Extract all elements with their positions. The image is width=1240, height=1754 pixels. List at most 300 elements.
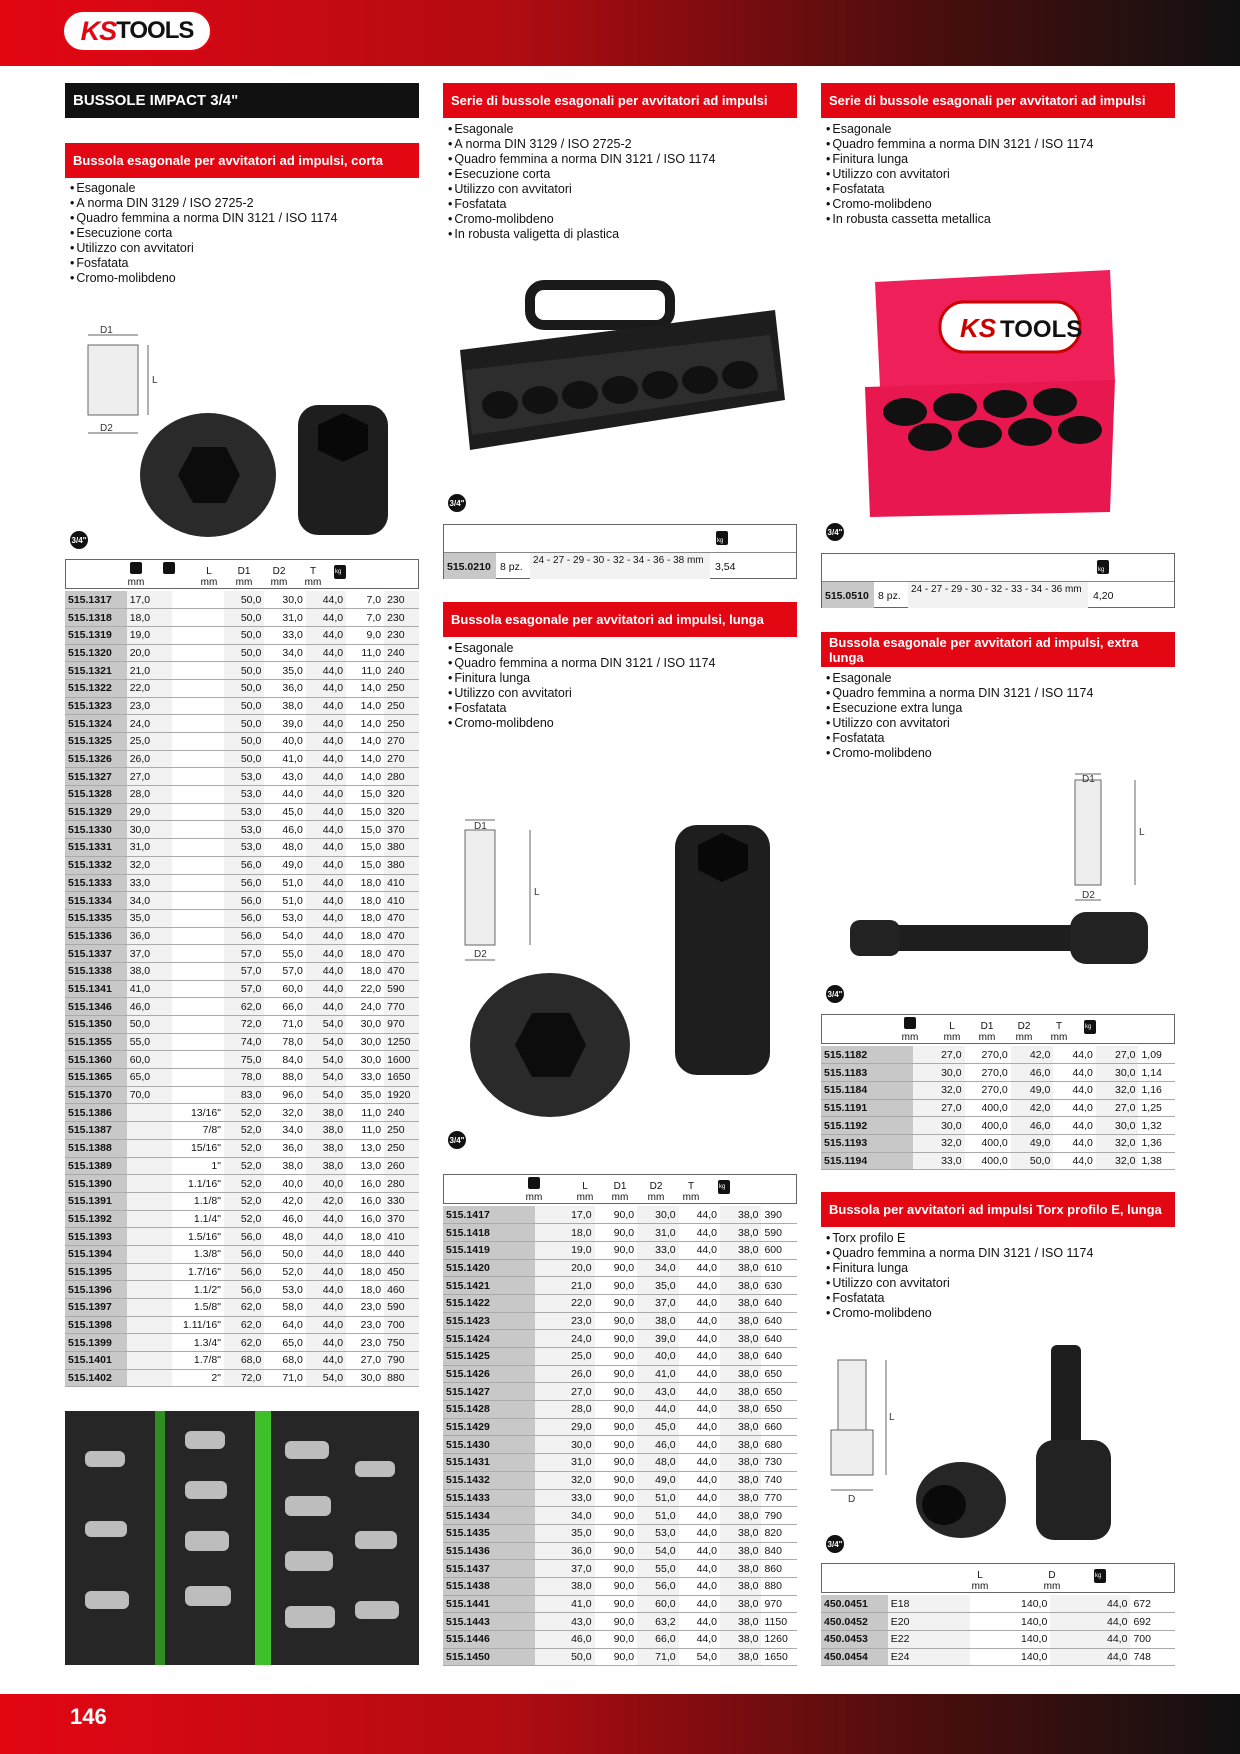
table-row xyxy=(443,1613,797,1631)
feature-item: • Fosfatata xyxy=(70,256,337,271)
table-cell: 78,0 xyxy=(224,1069,264,1087)
table-cell: 470 xyxy=(384,962,419,980)
table-cell: 30,0 xyxy=(346,1033,384,1051)
table-row xyxy=(443,1259,797,1277)
case-logo-tools: TOOLS xyxy=(1000,316,1083,343)
article-code: 515.1325 xyxy=(65,733,127,751)
feature-item: • Cromo-molibdeno xyxy=(826,1306,1093,1321)
table-cell: 38,0 xyxy=(720,1277,761,1295)
table-cell: 44,0 xyxy=(679,1330,720,1348)
table-cell: E18 xyxy=(888,1595,970,1613)
table-row xyxy=(65,998,419,1016)
table-cell xyxy=(127,1352,172,1370)
article-code: 515.1322 xyxy=(65,679,127,697)
table-cell: 1250 xyxy=(384,1033,419,1051)
table-cell: 38,0 xyxy=(720,1259,761,1277)
table-cell: 460 xyxy=(384,1281,419,1299)
table-cell: 60,0 xyxy=(637,1595,678,1613)
table-cell: 56,0 xyxy=(224,856,264,874)
table-cell: 44,0 xyxy=(306,874,346,892)
table-cell: 43,0 xyxy=(535,1613,594,1631)
article-code: 515.1388 xyxy=(65,1139,127,1157)
table-cell: 34,0 xyxy=(535,1507,594,1525)
table-cell: E22 xyxy=(888,1630,970,1648)
table-cell: 53,0 xyxy=(224,839,264,857)
table-cell: 54,0 xyxy=(306,1369,346,1387)
table-cell: 18,0 xyxy=(346,909,384,927)
table-cell: 1.1/4" xyxy=(172,1210,224,1228)
table-cell: 38,0 xyxy=(720,1348,761,1366)
table-cell: 44,0 xyxy=(306,1334,346,1352)
table-cell: 40,0 xyxy=(637,1348,678,1366)
table-cell: 44,0 xyxy=(637,1401,678,1419)
table-cell: 38,0 xyxy=(720,1471,761,1489)
dim-d2: D2 xyxy=(100,423,113,434)
table-cell xyxy=(127,1263,172,1281)
table-cell: 55,0 xyxy=(127,1033,172,1051)
xlong-title: Bussola esagonale per avvitatori ad impulsi, extra lunga xyxy=(821,632,1175,667)
table-row xyxy=(65,874,419,892)
table-cell: 470 xyxy=(384,945,419,963)
table-cell: 25,0 xyxy=(535,1348,594,1366)
table-cell: 46,0 xyxy=(127,998,172,1016)
table-cell: 52,0 xyxy=(224,1139,264,1157)
feature-item: • Utilizzo con avvitatori xyxy=(826,167,1093,182)
set1-code: 515.0210 xyxy=(444,553,496,579)
table-cell: 1,32 xyxy=(1138,1117,1175,1135)
table-cell: 44,0 xyxy=(679,1224,720,1242)
table-cell: 52,0 xyxy=(224,1175,264,1193)
xlong-socket-image xyxy=(830,770,1170,980)
table-cell: 41,0 xyxy=(264,750,306,768)
table-cell: 31,0 xyxy=(535,1454,594,1472)
table-cell: 1.1/2" xyxy=(172,1281,224,1299)
table-row xyxy=(65,1139,419,1157)
table-cell: 49,0 xyxy=(264,856,306,874)
feature-item: • Cromo-molibdeno xyxy=(826,746,1093,761)
feature-item: • In robusta valigetta di plastica xyxy=(448,227,715,242)
table-cell: 7/8" xyxy=(172,1122,224,1140)
table-cell: 44,0 xyxy=(306,591,346,609)
table-cell: 54,0 xyxy=(306,1033,346,1051)
table-cell: 44,0 xyxy=(1053,1046,1096,1064)
table-cell: 14,0 xyxy=(346,697,384,715)
table-cell: 38,0 xyxy=(720,1206,761,1224)
table-cell xyxy=(172,786,224,804)
page-footer xyxy=(0,1694,1240,1754)
table-cell xyxy=(172,626,224,644)
table-cell: 38,0 xyxy=(720,1365,761,1383)
table-cell: 52,0 xyxy=(224,1210,264,1228)
table-cell: 380 xyxy=(384,856,419,874)
table-cell: 30,0 xyxy=(637,1206,678,1224)
table-cell: 590 xyxy=(384,1299,419,1317)
table-cell: 14,0 xyxy=(346,768,384,786)
table-cell: 44,0 xyxy=(1053,1117,1096,1135)
weight-icon xyxy=(718,1180,730,1194)
table-cell xyxy=(172,1069,224,1087)
table-cell xyxy=(172,768,224,786)
table-row xyxy=(443,1631,797,1649)
table-cell: 50,0 xyxy=(127,1016,172,1034)
article-code: 515.1324 xyxy=(65,715,127,733)
table-cell: 32,0 xyxy=(1096,1134,1139,1152)
table-cell: 18,0 xyxy=(127,609,172,627)
table-cell: 18,0 xyxy=(346,927,384,945)
xlong-table xyxy=(821,1046,1175,1170)
table-cell: 250 xyxy=(384,1122,419,1140)
feature-item: • In robusta cassetta metallica xyxy=(826,212,1093,227)
set2-table xyxy=(821,553,1175,608)
article-code: 515.1428 xyxy=(443,1401,535,1419)
table-cell xyxy=(127,1228,172,1246)
table-row xyxy=(65,1299,419,1317)
article-code: 515.1392 xyxy=(65,1210,127,1228)
set2-sizes: 24 - 27 - 29 - 30 - 32 - 33 - 34 - 36 mm xyxy=(908,582,1088,608)
table-cell: 470 xyxy=(384,909,419,927)
table-cell: 40,0 xyxy=(264,733,306,751)
table-cell: E24 xyxy=(888,1648,970,1666)
table-cell: 33,0 xyxy=(346,1069,384,1087)
table-cell xyxy=(172,980,224,998)
set1-title: Serie di bussole esagonali per avvitatori ad impulsi xyxy=(443,83,797,118)
dim-l: L xyxy=(889,1412,895,1423)
table-cell: 1650 xyxy=(761,1648,797,1666)
table-cell: 15,0 xyxy=(346,803,384,821)
table-cell: 53,0 xyxy=(224,768,264,786)
xlong-table-header: mm L mm D1 mm D2 mm T mm kg xyxy=(821,1014,1175,1044)
table-cell: 90,0 xyxy=(595,1613,638,1631)
article-code: 515.1338 xyxy=(65,962,127,980)
table-cell: 46,0 xyxy=(535,1631,594,1649)
table-cell: 44,0 xyxy=(679,1577,720,1595)
table-cell: 1,36 xyxy=(1138,1134,1175,1152)
table-row xyxy=(65,1281,419,1299)
feature-item: • A norma DIN 3129 / ISO 2725-2 xyxy=(70,196,337,211)
table-row xyxy=(65,1051,419,1069)
table-row xyxy=(65,1316,419,1334)
table-cell: 70,0 xyxy=(127,1086,172,1104)
table-cell: 49,0 xyxy=(1011,1134,1054,1152)
table-cell: 630 xyxy=(761,1277,797,1295)
table-cell: 22,0 xyxy=(127,679,172,697)
table-row xyxy=(821,1064,1175,1082)
table-cell: 90,0 xyxy=(595,1454,638,1472)
table-cell: 270 xyxy=(384,750,419,768)
article-code: 515.1435 xyxy=(443,1524,535,1542)
table-cell: 71,0 xyxy=(264,1016,306,1034)
table-row xyxy=(821,1099,1175,1117)
table-row xyxy=(65,1175,419,1193)
table-cell: 20,0 xyxy=(535,1259,594,1277)
article-code: 515.1421 xyxy=(443,1277,535,1295)
table-cell: 90,0 xyxy=(595,1471,638,1489)
table-row xyxy=(443,1489,797,1507)
article-code: 515.1182 xyxy=(821,1046,913,1064)
table-cell: E20 xyxy=(888,1613,970,1631)
set1-sizes: 24 - 27 - 29 - 30 - 32 - 34 - 36 - 38 mm xyxy=(530,553,710,579)
table-cell: 48,0 xyxy=(264,1228,306,1246)
table-cell: 44,0 xyxy=(306,909,346,927)
article-code: 515.1436 xyxy=(443,1542,535,1560)
table-row xyxy=(443,1454,797,1472)
table-cell: 770 xyxy=(384,998,419,1016)
set2-features xyxy=(826,122,1093,227)
table-cell: 36,0 xyxy=(264,679,306,697)
table-cell: 1" xyxy=(172,1157,224,1175)
table-cell: 50,0 xyxy=(264,1245,306,1263)
article-code: 515.1396 xyxy=(65,1281,127,1299)
table-cell: 7,0 xyxy=(346,591,384,609)
table-cell: 30,0 xyxy=(535,1436,594,1454)
table-row xyxy=(821,1648,1175,1666)
table-cell: 51,0 xyxy=(264,874,306,892)
table-cell: 44,0 xyxy=(306,1316,346,1334)
table-cell: 49,0 xyxy=(1011,1081,1054,1099)
table-cell: 44,0 xyxy=(306,1299,346,1317)
dim-d1: D1 xyxy=(474,821,487,832)
set2-title: Serie di bussole esagonali per avvitatori ad impulsi xyxy=(821,83,1175,118)
table-cell xyxy=(172,750,224,768)
table-cell: 56,0 xyxy=(224,1228,264,1246)
table-cell: 140,0 xyxy=(970,1648,1050,1666)
table-cell: 370 xyxy=(384,1210,419,1228)
table-cell: 50,0 xyxy=(224,715,264,733)
table-row xyxy=(443,1560,797,1578)
table-cell: 42,0 xyxy=(264,1192,306,1210)
table-cell: 380 xyxy=(384,839,419,857)
dim-d: D xyxy=(848,1494,856,1505)
table-cell: 15,0 xyxy=(346,856,384,874)
table-cell: 390 xyxy=(761,1206,797,1224)
table-cell: 370 xyxy=(384,821,419,839)
workshop-photo xyxy=(65,1411,419,1665)
feature-item: • Cromo-molibdeno xyxy=(448,716,715,731)
article-code: 450.0453 xyxy=(821,1630,888,1648)
table-cell: 44,0 xyxy=(306,786,346,804)
table-cell: 330 xyxy=(384,1192,419,1210)
article-code: 515.1389 xyxy=(65,1157,127,1175)
table-cell: 44,0 xyxy=(1053,1134,1096,1152)
feature-item: • Finitura lunga xyxy=(826,152,1093,167)
kstools-logo: KS TOOLS xyxy=(62,10,212,52)
article-code: 515.1326 xyxy=(65,750,127,768)
table-cell: 45,0 xyxy=(264,803,306,821)
dim-d2: D2 xyxy=(1082,890,1095,901)
table-cell: 55,0 xyxy=(637,1560,678,1578)
article-code: 515.1390 xyxy=(65,1175,127,1193)
table-cell: 30,0 xyxy=(913,1064,964,1082)
table-row xyxy=(65,1086,419,1104)
table-cell: 37,0 xyxy=(127,945,172,963)
table-cell: 32,0 xyxy=(264,1104,306,1122)
table-cell: 660 xyxy=(761,1418,797,1436)
table-cell: 44,0 xyxy=(306,839,346,857)
table-cell: 640 xyxy=(761,1294,797,1312)
table-cell: 27,0 xyxy=(1096,1046,1139,1064)
table-cell: 90,0 xyxy=(595,1436,638,1454)
feature-item: • Finitura lunga xyxy=(448,671,715,686)
table-cell: 84,0 xyxy=(264,1051,306,1069)
article-code: 515.1437 xyxy=(443,1560,535,1578)
feature-item: • Cromo-molibdeno xyxy=(826,197,1093,212)
weight-icon xyxy=(1097,560,1109,574)
table-cell: 44,0 xyxy=(1050,1648,1130,1666)
table-cell: 44,0 xyxy=(306,768,346,786)
table-cell: 68,0 xyxy=(224,1352,264,1370)
article-code: 515.1425 xyxy=(443,1348,535,1366)
drive-tag: 3/4" xyxy=(826,523,844,541)
feature-item: • Utilizzo con avvitatori xyxy=(448,686,715,701)
table-cell xyxy=(172,1086,224,1104)
table-cell: 410 xyxy=(384,874,419,892)
table-cell: 90,0 xyxy=(595,1224,638,1242)
table-row xyxy=(443,1542,797,1560)
table-cell xyxy=(172,803,224,821)
table-cell: 44,0 xyxy=(306,697,346,715)
table-row xyxy=(65,1033,419,1051)
table-cell: 30,0 xyxy=(1096,1117,1139,1135)
table-cell: 44,0 xyxy=(679,1383,720,1401)
table-cell: 44,0 xyxy=(679,1241,720,1259)
table-cell: 53,0 xyxy=(224,821,264,839)
table-cell: 53,0 xyxy=(637,1524,678,1542)
table-cell: 700 xyxy=(384,1316,419,1334)
table-cell: 90,0 xyxy=(595,1294,638,1312)
table-cell xyxy=(172,962,224,980)
dim-l: L xyxy=(152,375,158,386)
table-cell: 14,0 xyxy=(346,715,384,733)
table-cell: 24,0 xyxy=(346,998,384,1016)
table-cell: 880 xyxy=(761,1577,797,1595)
table-cell: 1.5/8" xyxy=(172,1299,224,1317)
table-cell: 50,0 xyxy=(1011,1152,1054,1170)
table-cell: 38,0 xyxy=(720,1294,761,1312)
table-cell: 26,0 xyxy=(127,750,172,768)
table-cell: 700 xyxy=(1130,1630,1175,1648)
table-cell: 90,0 xyxy=(595,1383,638,1401)
table-cell: 33,0 xyxy=(127,874,172,892)
drive-tag: 3/4" xyxy=(826,1535,844,1553)
table-row xyxy=(65,1016,419,1034)
table-cell xyxy=(127,1104,172,1122)
article-code: 515.1398 xyxy=(65,1316,127,1334)
article-code: 515.1320 xyxy=(65,644,127,662)
table-cell: 56,0 xyxy=(224,1281,264,1299)
table-cell: 71,0 xyxy=(264,1369,306,1387)
table-cell: 54,0 xyxy=(637,1542,678,1560)
table-cell: 38,0 xyxy=(720,1401,761,1419)
table-row xyxy=(821,1152,1175,1170)
table-cell: 44,0 xyxy=(1050,1630,1130,1648)
table-cell: 31,0 xyxy=(127,839,172,857)
table-cell: 71,0 xyxy=(637,1648,678,1666)
table-cell xyxy=(127,1316,172,1334)
table-cell: 90,0 xyxy=(595,1507,638,1525)
feature-item: • Cromo-molibdeno xyxy=(70,271,337,286)
table-cell: 44,0 xyxy=(679,1560,720,1578)
table-cell: 29,0 xyxy=(535,1418,594,1436)
table-cell: 56,0 xyxy=(224,874,264,892)
feature-item: • Utilizzo con avvitatori xyxy=(826,716,1093,731)
table-cell: 38,0 xyxy=(127,962,172,980)
table-cell: 16,0 xyxy=(346,1210,384,1228)
table-cell: 56,0 xyxy=(224,892,264,910)
table-cell: 90,0 xyxy=(595,1418,638,1436)
table-cell: 90,0 xyxy=(595,1401,638,1419)
table-cell: 63,2 xyxy=(637,1613,678,1631)
article-code: 515.1323 xyxy=(65,697,127,715)
table-cell xyxy=(172,1051,224,1069)
table-cell: 27,0 xyxy=(1096,1099,1139,1117)
article-code: 515.1393 xyxy=(65,1228,127,1246)
set2-pieces: 8 pz. xyxy=(878,590,901,602)
table-cell: 18,0 xyxy=(346,1263,384,1281)
table-cell xyxy=(172,892,224,910)
short-socket-image xyxy=(68,325,408,545)
table-row xyxy=(443,1277,797,1295)
set1-table xyxy=(443,524,797,579)
table-cell: 90,0 xyxy=(595,1312,638,1330)
table-cell: 22,0 xyxy=(535,1294,594,1312)
weight-icon xyxy=(334,565,346,579)
feature-item: • Torx profilo E xyxy=(826,1231,1093,1246)
feature-item: • Esecuzione corta xyxy=(448,167,715,182)
table-cell: 970 xyxy=(761,1595,797,1613)
table-cell: 37,0 xyxy=(535,1560,594,1578)
table-cell: 33,0 xyxy=(264,626,306,644)
table-cell: 38,0 xyxy=(720,1542,761,1560)
table-cell: 38,0 xyxy=(264,697,306,715)
table-cell: 1920 xyxy=(384,1086,419,1104)
table-cell: 1.1/16" xyxy=(172,1175,224,1193)
table-cell: 14,0 xyxy=(346,750,384,768)
article-code: 515.1401 xyxy=(65,1352,127,1370)
feature-item: • Esagonale xyxy=(826,671,1093,686)
table-cell: 38,0 xyxy=(720,1241,761,1259)
article-code: 515.1402 xyxy=(65,1369,127,1387)
long-table-header: mm L mm D1 mm D2 mm T mm kg xyxy=(443,1174,797,1204)
table-cell: 640 xyxy=(761,1330,797,1348)
table-cell: 53,0 xyxy=(264,909,306,927)
hex-socket-icon xyxy=(130,562,142,574)
table-cell: 38,0 xyxy=(306,1122,346,1140)
table-cell: 33,0 xyxy=(535,1489,594,1507)
table-cell: 51,0 xyxy=(264,892,306,910)
table-cell: 44,0 xyxy=(306,609,346,627)
table-cell: 250 xyxy=(384,715,419,733)
table-cell: 90,0 xyxy=(595,1542,638,1560)
article-code: 515.1397 xyxy=(65,1299,127,1317)
dim-d1: D1 xyxy=(100,325,113,336)
table-cell: 42,0 xyxy=(1011,1099,1054,1117)
table-row xyxy=(65,980,419,998)
table-cell: 750 xyxy=(384,1334,419,1352)
table-cell: 240 xyxy=(384,1104,419,1122)
table-cell xyxy=(172,644,224,662)
table-cell: 26,0 xyxy=(535,1365,594,1383)
table-cell: 38,0 xyxy=(306,1104,346,1122)
table-cell: 50,0 xyxy=(224,750,264,768)
article-code: 515.1329 xyxy=(65,803,127,821)
feature-item: • Quadro femmina a norma DIN 3121 / ISO 1174 xyxy=(448,152,715,167)
table-cell: 410 xyxy=(384,892,419,910)
table-row xyxy=(65,768,419,786)
article-code: 515.1427 xyxy=(443,1383,535,1401)
feature-item: • Esagonale xyxy=(826,122,1093,137)
article-code: 515.1394 xyxy=(65,1245,127,1263)
table-cell: 2" xyxy=(172,1369,224,1387)
